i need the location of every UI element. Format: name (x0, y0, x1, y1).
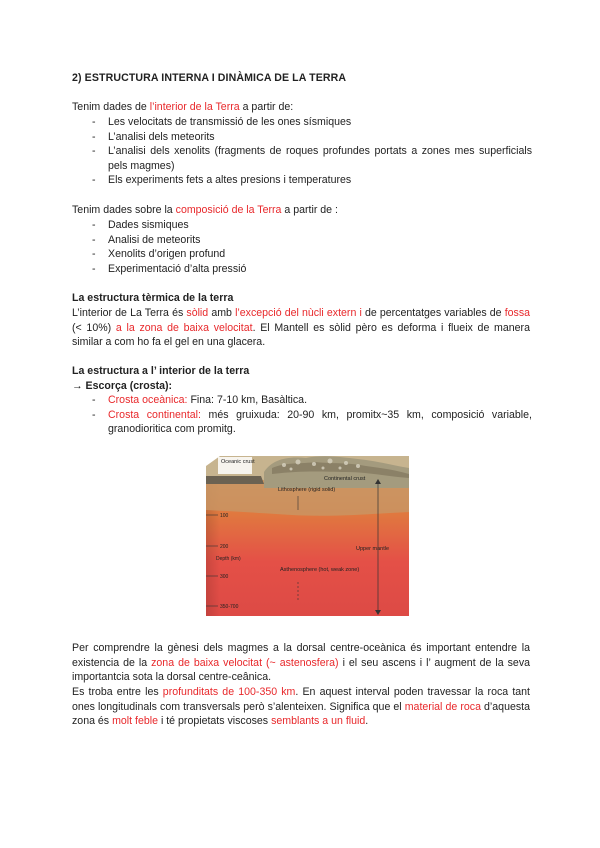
lithosphere-label: Lithosphere (rigid solid) (278, 487, 336, 493)
depth-tick: 300 (220, 574, 229, 580)
asthenosphere-label: Asthenosphere (hot, weak zone) (280, 567, 360, 573)
earth-structure-figure (206, 454, 409, 616)
svg-text:Oceanic crust (221, 459, 255, 465)
continental-crust-label: Continental crust (324, 476, 366, 482)
intro-composition: Tenim dades sobre la composició de la Terra a partir de : (72, 204, 338, 216)
list-item: - Crosta continental: més gruixuda: 20-90 km, promitx~35 km, composició variable, granodioritica com promitg. (92, 408, 532, 437)
depth-tick: 100 (220, 513, 229, 519)
section-title: 2) ESTRUCTURA INTERNA I DINÀMICA DE LA TERRA (72, 72, 347, 84)
interior-heading: La estructura a l’ interior de la terra (72, 365, 250, 377)
depth-tick: 200 (220, 544, 229, 550)
oceanic-crust-label: Oceanic crust (221, 459, 255, 465)
closing-paragraph-2: Es troba entre les profunditats de 100-350 km. En aquest interval poden travessar la roca tant ones longitudinals com transversals però s’alenteixen. Significa que el material de roca d’aquesta zona és molt feble i té propietats viscoses semblants a un fluid. (72, 686, 530, 728)
crust-subheading: → Escorça (crosta): (72, 380, 173, 392)
list-item: - Analisi de meteorits (92, 233, 532, 248)
composition-data-list (92, 218, 532, 276)
list-item: - Dades sismiques (92, 218, 532, 233)
depth-tick: 350-700 (220, 604, 239, 610)
closing-paragraph-1: Per comprendre la gènesi dels magmes a la dorsal centre-oceànica és important entendre la existencia de la zona de baixa velocitat (~ astenosfera) i el seu ascens i l’ augment de la seva importantcia sota la dorsal centre-ceânica. (72, 642, 531, 684)
list-item: - Crosta oceànica: Fina: 7-10 km, Basàltica. (92, 393, 532, 408)
list-item: - Els experiments fets a altes presions i temperatures (92, 173, 532, 188)
interior-data-list (92, 115, 532, 188)
earth-structure-diagram (206, 454, 409, 616)
list-item: - Xenolits d’origen profund (92, 247, 532, 262)
list-item: - Les velocitats de transmissió de les ones sísmiques (92, 115, 532, 130)
thermal-heading: La estructura tèrmica de la terra (72, 292, 234, 304)
thermal-paragraph: L’interior de La Terra és sòlid amb l’excepció del nùcli extern i de percentatges variables de fossa (< 10%) a la zona de baixa velocitat. El Mantell es sòlid pèro es deforma i flueix de manera similar a com ho fa el gel en una glacera. (72, 307, 531, 349)
upper-mantle-label: Upper mantle (356, 546, 390, 552)
depth-label: Depth (km) (216, 556, 241, 562)
list-item: - Experimentació d’alta pressió (92, 262, 532, 277)
intro-interior: Tenim dades de l’interior de la Terra a partir de: (72, 101, 294, 113)
list-item: - L’analisi dels xenolits (fragments de roques profundes portats a zones mes superficials pels magmes) (92, 144, 532, 173)
crust-list (92, 393, 532, 437)
oceanic-crust (206, 476, 264, 484)
list-item: - L’analisi dels meteorits (92, 130, 532, 145)
